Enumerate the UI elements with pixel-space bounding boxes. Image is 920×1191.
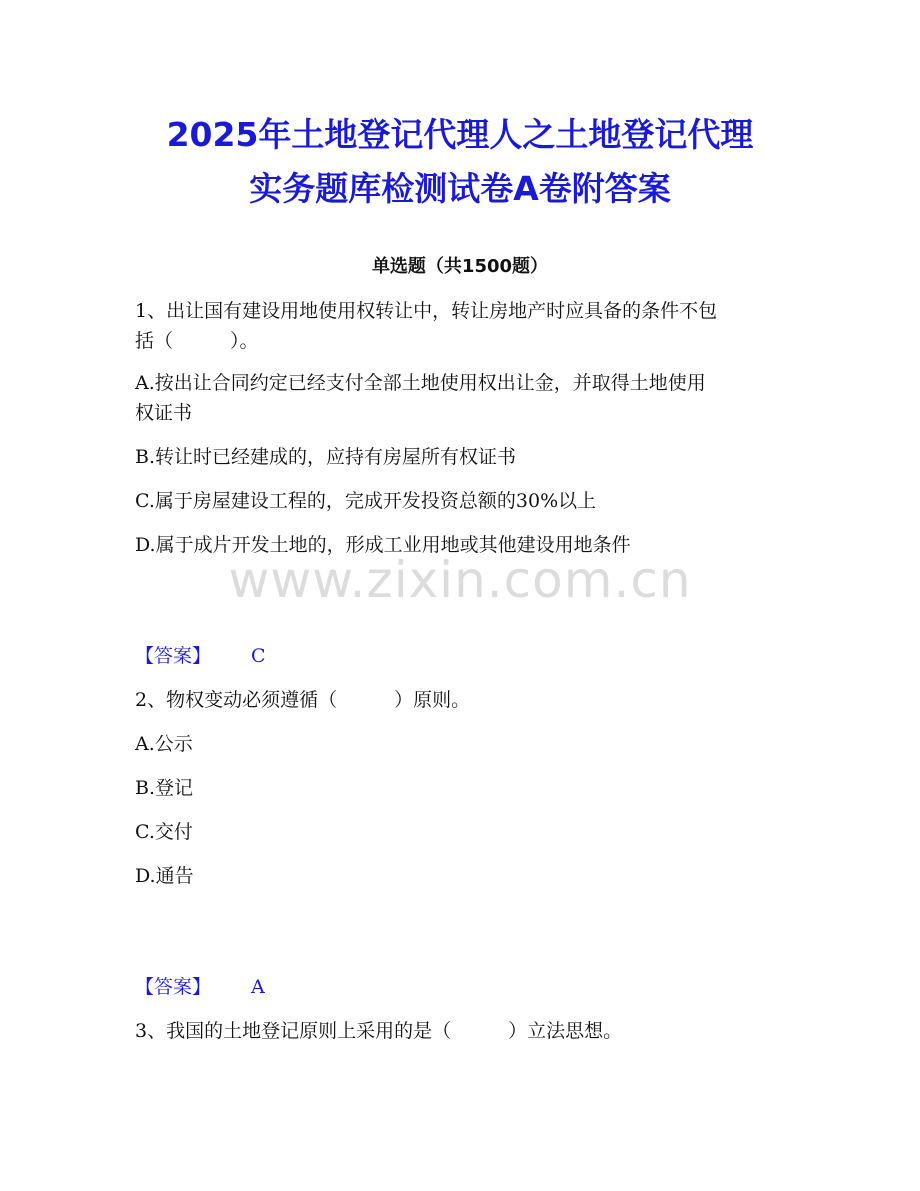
answer-label: 【答案】 <box>135 976 212 998</box>
document-title-line-1: 2025年土地登记代理人之土地登记代理 <box>166 115 754 154</box>
question-2-option-a: A.公示 <box>135 733 193 755</box>
question-1-stem-line-1: 1、出让国有建设用地使用权转让中，转让房地产时应具备的条件不包 <box>135 300 718 322</box>
question-2-option-c: C.交付 <box>135 821 193 843</box>
question-1-stem-line-2: 括（ ）。 <box>135 330 259 352</box>
question-2-answer <box>135 972 265 1002</box>
question-2-stem: 2、物权变动必须遵循（ ）原则。 <box>135 689 471 711</box>
question-1-option-b: B.转让时已经建成的，应持有房屋所有权证书 <box>135 446 517 468</box>
document-title-line-2: 实务题库检测试卷A卷附答案 <box>249 169 671 208</box>
answer-label: 【答案】 <box>135 645 212 667</box>
question-1-option-a-line-2: 权证书 <box>135 402 193 424</box>
question-2-option-d: D.通告 <box>135 865 194 887</box>
question-1-option-c: C.属于房屋建设工程的，完成开发投资总额的30%以上 <box>135 490 597 512</box>
question-1-answer <box>135 641 266 671</box>
question-1-option-a-line-1: A.按出让合同约定已经支付全部土地使用权出让金，并取得土地使用 <box>135 372 706 394</box>
watermark: www.zixin.com.cn <box>228 551 692 609</box>
section-heading: 单选题（共1500题） <box>371 256 549 277</box>
question-2-option-b: B.登记 <box>135 777 194 799</box>
question-3-stem: 3、我国的土地登记原则上采用的是（ ）立法思想。 <box>135 1020 623 1042</box>
answer-value: A <box>251 976 265 998</box>
question-1-option-d: D.属于成片开发土地的，形成工业用地或其他建设用地条件 <box>135 534 631 556</box>
answer-value: C <box>251 645 266 667</box>
